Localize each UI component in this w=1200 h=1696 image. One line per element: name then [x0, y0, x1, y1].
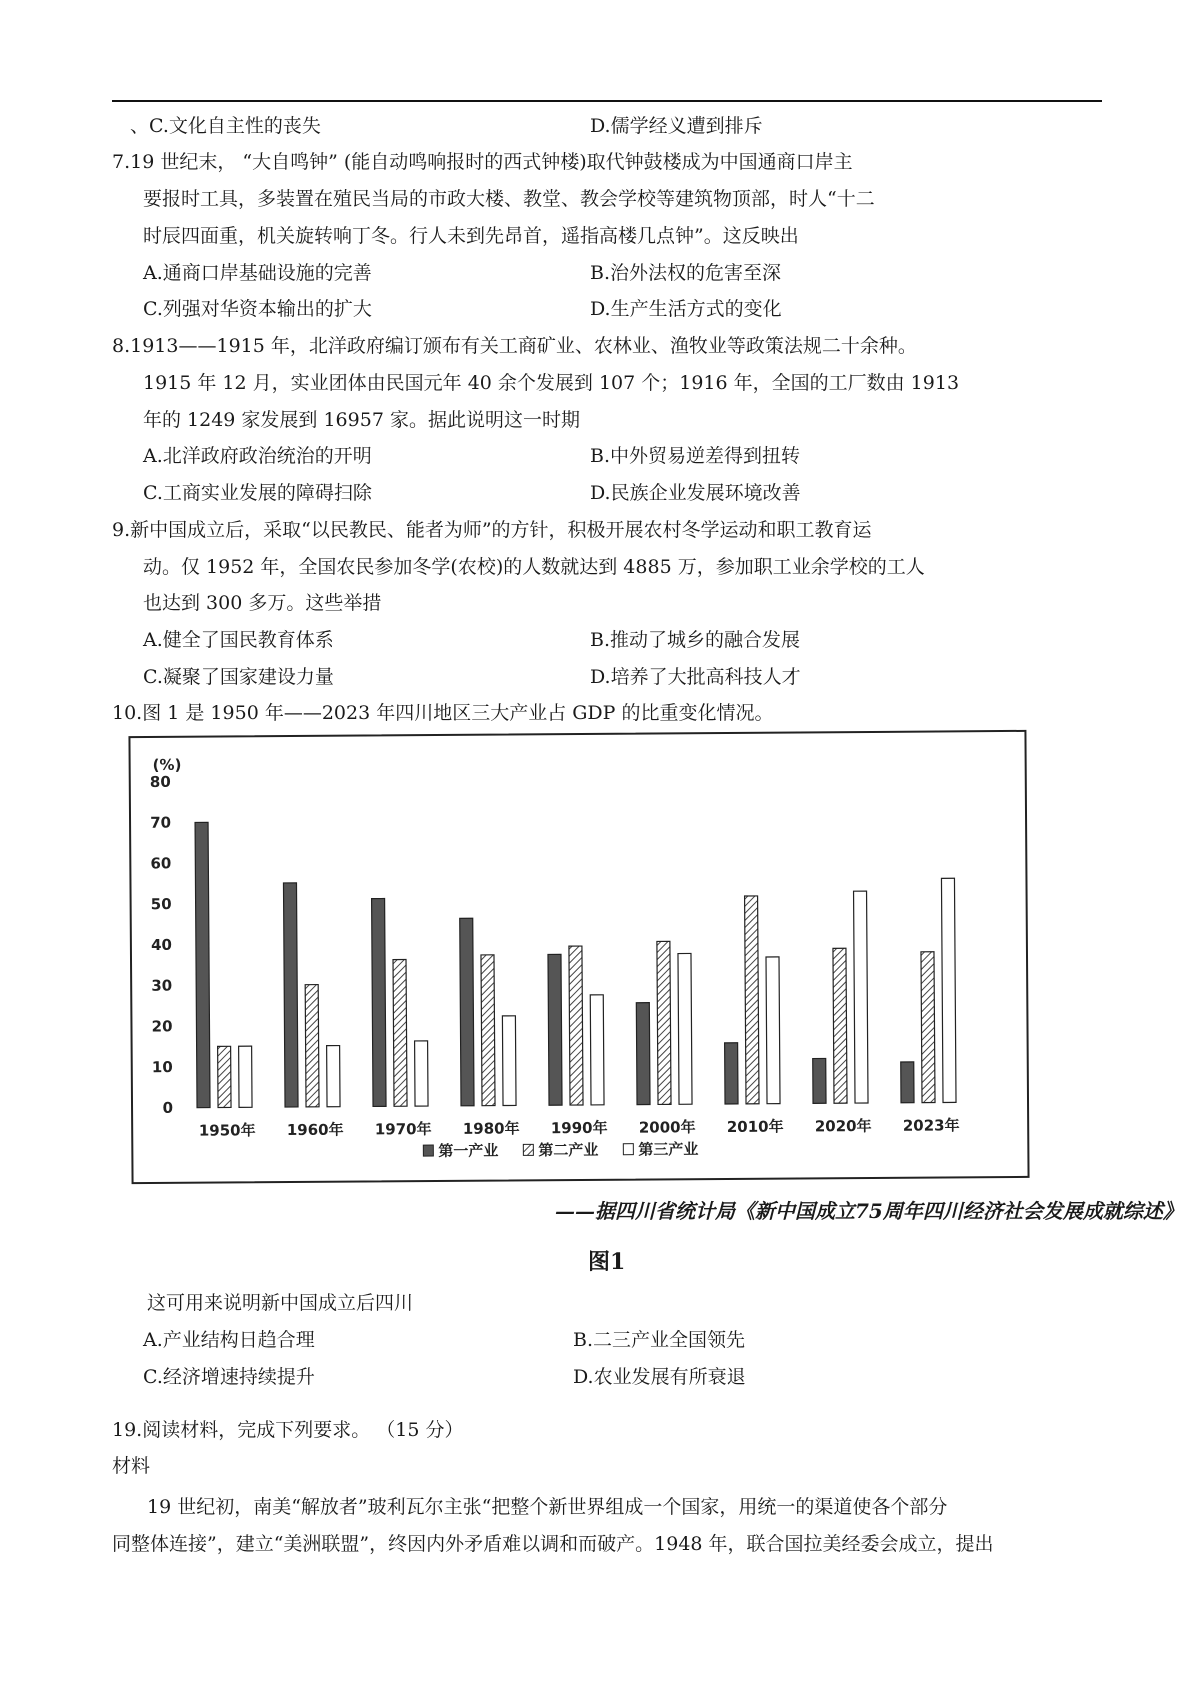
q19-title: 19.阅读材料，完成下列要求。 （15 分）: [112, 1419, 464, 1441]
q8-choice-b[interactable]: B.中外贸易逆差得到扭转: [590, 445, 801, 467]
q7-choice-d[interactable]: D.生产生活方式的变化: [590, 298, 782, 320]
bar: [569, 946, 583, 1105]
q9-line-2: 动。仅 1952 年，全国农民参加冬学(农校)的人数就达到 4885 万，参加职工业余学校的工人: [143, 556, 925, 578]
prev-choice-c: 、C.文化自主性的丧失: [130, 115, 321, 137]
q9-line-1: 9.新中国成立后，采取“以民教民、能者为师”的方针，积极开展农村冬学运动和职工教育运: [112, 519, 872, 541]
q9-choice-b[interactable]: B.推动了城乡的融合发展: [590, 629, 801, 651]
bar: [636, 1003, 650, 1105]
q19-line-2: 同整体连接”，建立“美洲联盟”，终因内外矛盾难以调和而破产。1948 年，联合国拉美经委会成立，提出: [112, 1533, 994, 1555]
y-tick-label: 10: [151, 1058, 173, 1077]
y-tick-label: 50: [150, 895, 172, 914]
bar: [745, 896, 759, 1104]
q7-line-3: 时辰四面重，机关旋转响丁冬。行人未到先昂首，遥指高楼几点钟”。这反映出: [143, 225, 799, 247]
bar: [415, 1041, 428, 1106]
x-tick-label: 1980年: [462, 1119, 520, 1138]
y-tick-label: 30: [151, 976, 173, 995]
bar: [833, 948, 847, 1103]
bar-chart: [130, 732, 1027, 1182]
q7-line-1: 7.19 世纪末， “大自鸣钟” (能自动鸣响报时的西式钟楼)取代钟鼓楼成为中国通商口岸主: [112, 151, 853, 173]
y-tick-label: 20: [151, 1017, 173, 1036]
bar: [854, 891, 868, 1103]
legend-label: 第三产业: [638, 1140, 699, 1159]
q7-line-2: 要报时工具，多装置在殖民当局的市政大楼、教堂、教会学校等建筑物顶部，时人“十二: [143, 188, 875, 210]
x-tick-label: 2010年: [726, 1117, 784, 1136]
y-tick-label: 80: [149, 772, 171, 791]
q8-choice-a[interactable]: A.北洋政府政治统治的开明: [143, 445, 372, 467]
q10-choice-d[interactable]: D.农业发展有所衰退: [573, 1366, 746, 1388]
q19-material-label: 材料: [112, 1455, 151, 1477]
q7-choice-c[interactable]: C.列强对华资本输出的扩大: [143, 298, 372, 320]
bar: [481, 955, 495, 1106]
x-tick-label: 1970年: [374, 1120, 432, 1139]
top-rule: [112, 100, 1102, 102]
q10-choice-b[interactable]: B.二三产业全国领先: [573, 1329, 746, 1351]
bar: [218, 1046, 231, 1107]
q7-choice-a[interactable]: A.通商口岸基础设施的完善: [143, 262, 372, 284]
q8-choice-d[interactable]: D.民族企业发展环境改善: [590, 482, 801, 504]
q9-choice-d[interactable]: D.培养了大批高科技人才: [590, 666, 801, 688]
prev-choice-d: D.儒学经义遭到排斥: [590, 115, 763, 137]
legend-swatch: [523, 1144, 533, 1155]
bar: [305, 985, 319, 1107]
y-tick-label: 60: [150, 854, 172, 873]
bar: [548, 954, 562, 1105]
x-tick-label: 2000年: [638, 1118, 696, 1137]
q9-line-3: 也达到 300 多万。这些举措: [143, 592, 382, 614]
bar: [327, 1046, 340, 1107]
bar: [460, 918, 474, 1106]
legend-swatch: [423, 1145, 433, 1156]
figure-source: ——据四川省统计局《新中国成立75周年四川经济社会发展成就综述》: [555, 1199, 1183, 1223]
bar: [239, 1046, 252, 1107]
bar: [195, 822, 210, 1107]
y-tick-label: 70: [150, 813, 172, 832]
bar: [393, 960, 407, 1107]
x-tick-label: 1990年: [550, 1118, 608, 1138]
bar: [502, 1016, 516, 1106]
x-tick-label: 2020年: [814, 1116, 872, 1136]
legend-swatch: [623, 1144, 633, 1155]
y-unit-label: (%): [152, 755, 182, 774]
q10-stem: 这可用来说明新中国成立后四川: [147, 1292, 414, 1314]
bar: [725, 1043, 738, 1104]
legend-label: 第一产业: [438, 1141, 499, 1160]
bar: [678, 953, 692, 1104]
y-tick-label: 0: [162, 1098, 174, 1117]
x-tick-label: 2023年: [902, 1116, 960, 1135]
bar: [657, 941, 671, 1104]
y-tick-label: 40: [150, 935, 172, 954]
bar: [766, 957, 780, 1104]
figure-caption: 图1: [588, 1249, 626, 1275]
q8-line-3: 年的 1249 家发展到 16957 家。据此说明这一时期: [143, 409, 580, 431]
q10-choice-a[interactable]: A.产业结构日趋合理: [143, 1329, 315, 1351]
bar: [901, 1062, 914, 1103]
bar: [921, 952, 935, 1103]
bar: [372, 899, 386, 1107]
q10-choice-c[interactable]: C.经济增速持续提升: [143, 1366, 315, 1388]
q8-choice-c[interactable]: C.工商实业发展的障碍扫除: [143, 482, 372, 504]
legend-label: 第二产业: [538, 1140, 599, 1160]
bar: [941, 878, 956, 1102]
chart-frame: [128, 730, 1029, 1184]
q10-intro: 10.图 1 是 1950 年——2023 年四川地区三大产业占 GDP 的比重变化情况。: [112, 702, 774, 724]
bar: [813, 1058, 826, 1103]
q7-choice-b[interactable]: B.治外法权的危害至深: [590, 262, 782, 284]
q9-choice-a[interactable]: A.健全了国民教育体系: [143, 629, 334, 651]
x-tick-label: 1950年: [198, 1121, 256, 1140]
q8-line-1: 8.1913——1915 年，北洋政府编订颁布有关工商矿业、农林业、渔牧业等政策法规二十余种。: [112, 335, 917, 357]
bar: [283, 883, 298, 1107]
q8-line-2: 1915 年 12 月，实业团体由民国元年 40 余个发展到 107 个；1916 年，全国的工厂数由 1913: [143, 372, 960, 394]
q19-line-1: 19 世纪初，南美“解放者”玻利瓦尔主张“把整个新世界组成一个国家，用统一的渠道使各个部分: [147, 1496, 948, 1518]
bar: [590, 995, 604, 1105]
x-tick-label: 1960年: [286, 1120, 344, 1140]
q9-choice-c[interactable]: C.凝聚了国家建设力量: [143, 666, 334, 688]
